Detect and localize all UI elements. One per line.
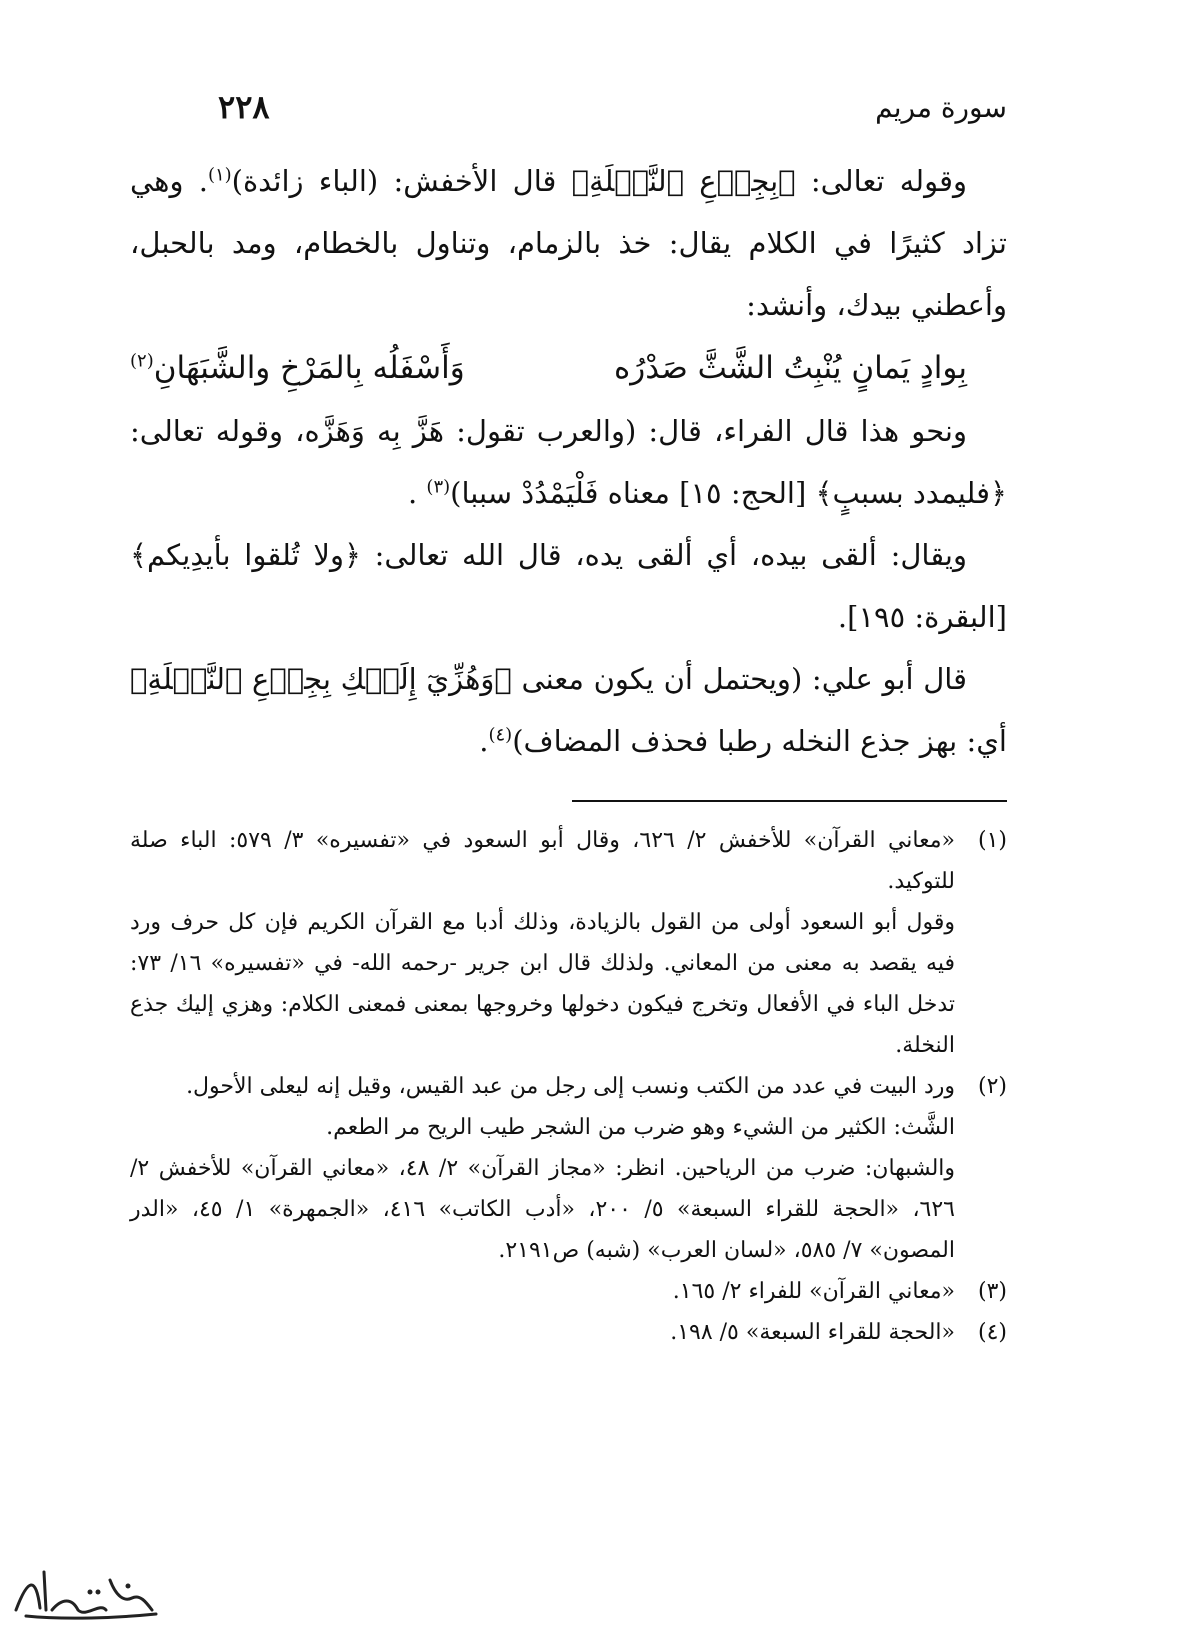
footnote-marker[interactable]: (٣)	[426, 476, 451, 498]
footnote-body	[130, 1312, 955, 1353]
footnote-text: ورد البيت في عدد من الكتب ونسب إلى رجل من عبد القيس، وقيل إنه ليعلى الأحول.	[186, 1074, 955, 1099]
footnote-body	[130, 1271, 955, 1312]
footnote-marker[interactable]: (٢)	[130, 350, 154, 372]
footnote-1	[130, 820, 1007, 1066]
footnote-body	[130, 820, 955, 1066]
footnote-text: والشبهان: ضرب من الرياحين. انظر: «مجاز القرآن» ٢/ ٤٨، «معاني القرآن» للأخفش ٢/ ٦٢٦، «الحجة للقراء السبعة» ٥/ ٢٠٠، «أدب الكاتب» ٤١٦، «الجمهرة» ١/ ٤٥، «الدر المصون» ٧/ ٥٨٥، «لسان العرب» (شبه) ص٢١٩١.	[130, 1156, 956, 1263]
text-run: .	[407, 476, 427, 510]
footnote-number: (٣)	[977, 1279, 1007, 1304]
paragraph-3	[130, 524, 1007, 648]
quran-quote: ﴿بِجِذۡعِ ٱلنَّخۡلَةِ﴾	[571, 164, 796, 198]
quran-quote: ﴿وَهُزِّيٓ إِلَيۡكِ بِجِذۡعِ ٱلنَّخۡلَةِ﴾	[130, 662, 512, 696]
footnote-4	[130, 1312, 1007, 1353]
text-run: ويقال: ألقى بيده، أي ألقى يده، قال الله تعالى:	[360, 538, 967, 572]
text-run: .	[479, 724, 489, 758]
footnote-marker[interactable]: (١)	[207, 164, 232, 186]
footnote-3	[130, 1271, 1007, 1312]
publisher-logo	[6, 1558, 166, 1628]
footnotes	[130, 820, 1007, 1353]
quran-quote: ﴿فليمدد بسببٍ﴾	[815, 476, 1007, 510]
footnote-marker[interactable]: (٤)	[488, 724, 513, 746]
footnote-text: الشَّث: الكثير من الشيء وهو ضرب من الشجر طيب الريح مر الطعم.	[326, 1115, 955, 1140]
verse-text: وَأَسْفَلُه بِالمَرْخِ والشَّبَهَانِ	[153, 350, 465, 386]
text-run: أي: بهز جذع النخله رطبا فحذف المضاف)	[512, 724, 1007, 758]
footnote-text: «معاني القرآن» للفراء ٢/ ١٦٥.	[672, 1279, 955, 1304]
footnote-text: «الحجة للقراء السبعة» ٥/ ١٩٨.	[670, 1320, 955, 1345]
footnote-number: (٤)	[977, 1320, 1007, 1345]
footnote-text: «معاني القرآن» للأخفش ٢/ ٦٢٦، وقال أبو السعود في «تفسيره» ٣/ ٥٧٩: الباء صلة للتوكيد.	[130, 828, 955, 894]
footnote-separator	[572, 800, 1007, 802]
paragraph-2	[130, 400, 1007, 524]
footnote-body	[130, 1066, 955, 1271]
poetry-verse	[130, 336, 1007, 400]
text-run: [الحج: ١٥] معناه فَلْيَمْدُدْ سببا)	[450, 476, 816, 510]
text-run: ونحو هذا قال الفراء، قال: (والعرب تقول: هَزَّ بِه وَهَزَّه، وقوله تعالى:	[130, 414, 967, 448]
footnote-number: (٢)	[977, 1074, 1007, 1099]
text-run: . وهي تزاد كثيرًا في الكلام يقال: خذ بالزمام، وتناول بالخطام، ومد بالحبل، وأعطني بيدك، وأنشد:	[130, 164, 1007, 322]
paragraph-4	[130, 648, 1007, 772]
text-run: قال الأخفش: (الباء زائدة)	[231, 164, 572, 198]
page-header	[218, 82, 1007, 132]
page-number: ٢٢٨	[218, 88, 270, 126]
text-run: [البقرة: ١٩٥].	[837, 600, 1007, 634]
footnote-text: وقول أبو السعود أولى من القول بالزيادة، وذلك أدبا مع القرآن الكريم فإن كل حرف ورد فيه يقصد به معنى من المعاني. ولذلك قال ابن جرير -رحمه الله- في «تفسيره» ١٦/ ٧٣: تدخل الباء في الأفعال وتخرج فيكون دخولها وخروجها بمعنى فمعنى الكلام: وهزي إليك جذع النخلة.	[130, 910, 956, 1058]
footnote-number: (١)	[977, 828, 1007, 853]
text-run: قال أبو علي: (ويحتمل أن يكون معنى	[511, 662, 967, 696]
main-text	[130, 150, 1007, 772]
footnote-2	[130, 1066, 1007, 1271]
surah-title: سورة مريم	[875, 90, 1007, 124]
text-run: وقوله تعالى:	[795, 164, 967, 198]
paragraph-1	[130, 150, 1007, 336]
quran-quote: ﴿ولا تُلقوا بأيدِيكم﴾	[130, 538, 361, 572]
verse-first-hemistich: بِوادٍ يَمانٍ يُنْبِتُ الشَّثَّ صَدْرُه	[614, 350, 967, 386]
verse-second-hemistich	[130, 336, 465, 400]
